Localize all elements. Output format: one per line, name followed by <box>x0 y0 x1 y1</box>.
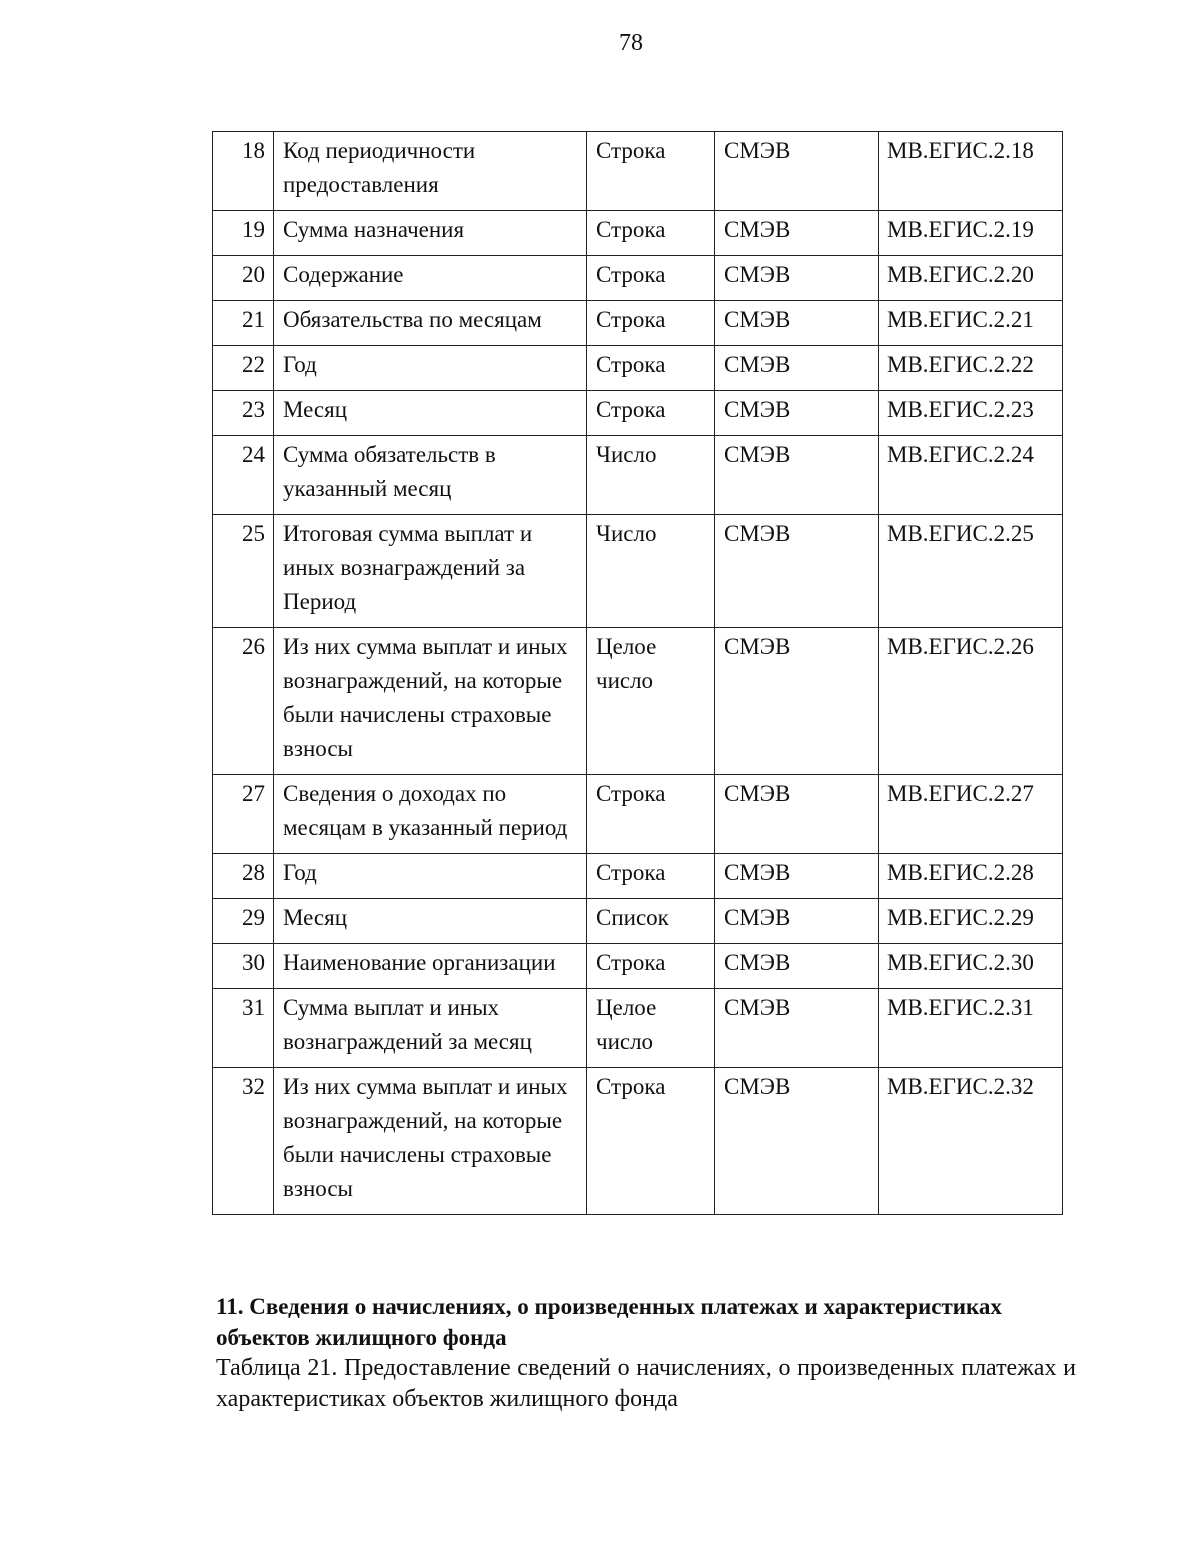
cell-source: СМЭВ <box>715 1068 879 1215</box>
cell-number: 18 <box>213 132 274 211</box>
cell-code: МВ.ЕГИС.2.22 <box>879 346 1063 391</box>
cell-code: МВ.ЕГИС.2.21 <box>879 301 1063 346</box>
cell-source: СМЭВ <box>715 628 879 775</box>
cell-number: 28 <box>213 854 274 899</box>
table-row <box>213 899 1063 944</box>
cell-name: Содержание <box>274 256 587 301</box>
cell-source: СМЭВ <box>715 346 879 391</box>
cell-source: СМЭВ <box>715 436 879 515</box>
cell-code: МВ.ЕГИС.2.31 <box>879 989 1063 1068</box>
cell-type: Список <box>587 899 715 944</box>
cell-number: 23 <box>213 391 274 436</box>
cell-type: Строка <box>587 211 715 256</box>
table-row <box>213 944 1063 989</box>
cell-type: Целое число <box>587 989 715 1068</box>
cell-code: МВ.ЕГИС.2.32 <box>879 1068 1063 1215</box>
cell-source: СМЭВ <box>715 256 879 301</box>
cell-code: МВ.ЕГИС.2.24 <box>879 436 1063 515</box>
cell-name: Код периодичности предоставления <box>274 132 587 211</box>
cell-source: СМЭВ <box>715 944 879 989</box>
cell-name: Из них сумма выплат и иных вознаграждений, на которые были начислены страховые взносы <box>274 628 587 775</box>
cell-source: СМЭВ <box>715 989 879 1068</box>
table-row <box>213 256 1063 301</box>
cell-type: Строка <box>587 346 715 391</box>
cell-number: 32 <box>213 1068 274 1215</box>
table-body <box>213 132 1063 1215</box>
cell-name: Год <box>274 854 587 899</box>
section-title: 11. Сведения о начислениях, о произведенных платежах и характеристиках объектов жилищного фонда <box>216 1294 1002 1350</box>
table-row <box>213 436 1063 515</box>
cell-name: Сумма выплат и иных вознаграждений за месяц <box>274 989 587 1068</box>
cell-code: МВ.ЕГИС.2.27 <box>879 775 1063 854</box>
cell-name: Наименование организации <box>274 944 587 989</box>
cell-code: МВ.ЕГИС.2.23 <box>879 391 1063 436</box>
cell-type: Строка <box>587 1068 715 1215</box>
cell-code: МВ.ЕГИС.2.26 <box>879 628 1063 775</box>
cell-code: МВ.ЕГИС.2.25 <box>879 515 1063 628</box>
data-table <box>212 131 1063 1215</box>
cell-number: 26 <box>213 628 274 775</box>
cell-type: Целое число <box>587 628 715 775</box>
cell-type: Число <box>587 515 715 628</box>
cell-number: 25 <box>213 515 274 628</box>
cell-code: МВ.ЕГИС.2.29 <box>879 899 1063 944</box>
table-row <box>213 628 1063 775</box>
page-number: 78 <box>619 30 643 56</box>
cell-source: СМЭВ <box>715 899 879 944</box>
cell-type: Число <box>587 436 715 515</box>
cell-name: Обязательства по месяцам <box>274 301 587 346</box>
cell-source: СМЭВ <box>715 391 879 436</box>
table-caption: Таблица 21. Предоставление сведений о начислениях, о произведенных платежах и характеристиках объектов жилищного фонда <box>216 1355 1076 1412</box>
cell-number: 29 <box>213 899 274 944</box>
cell-type: Строка <box>587 301 715 346</box>
cell-source: СМЭВ <box>715 775 879 854</box>
table-row <box>213 515 1063 628</box>
cell-number: 21 <box>213 301 274 346</box>
cell-type: Строка <box>587 775 715 854</box>
cell-type: Строка <box>587 944 715 989</box>
cell-code: МВ.ЕГИС.2.19 <box>879 211 1063 256</box>
cell-code: МВ.ЕГИС.2.28 <box>879 854 1063 899</box>
cell-source: СМЭВ <box>715 211 879 256</box>
table-row <box>213 1068 1063 1215</box>
cell-number: 31 <box>213 989 274 1068</box>
table-row <box>213 989 1063 1068</box>
cell-name: Итоговая сумма выплат и иных вознаграждений за Период <box>274 515 587 628</box>
cell-type: Строка <box>587 132 715 211</box>
cell-number: 19 <box>213 211 274 256</box>
table-row <box>213 346 1063 391</box>
table-row <box>213 301 1063 346</box>
cell-source: СМЭВ <box>715 854 879 899</box>
cell-code: МВ.ЕГИС.2.30 <box>879 944 1063 989</box>
cell-number: 24 <box>213 436 274 515</box>
cell-name: Сумма назначения <box>274 211 587 256</box>
cell-name: Год <box>274 346 587 391</box>
cell-type: Строка <box>587 391 715 436</box>
section-block <box>216 1291 1076 1415</box>
cell-number: 20 <box>213 256 274 301</box>
cell-type: Строка <box>587 854 715 899</box>
cell-number: 30 <box>213 944 274 989</box>
cell-number: 27 <box>213 775 274 854</box>
cell-name: Из них сумма выплат и иных вознаграждений, на которые были начислены страховые взносы <box>274 1068 587 1215</box>
cell-number: 22 <box>213 346 274 391</box>
cell-code: МВ.ЕГИС.2.20 <box>879 256 1063 301</box>
cell-name: Сведения о доходах по месяцам в указанный период <box>274 775 587 854</box>
table-row <box>213 211 1063 256</box>
cell-name: Сумма обязательств в указанный месяц <box>274 436 587 515</box>
cell-code: МВ.ЕГИС.2.18 <box>879 132 1063 211</box>
table-row <box>213 775 1063 854</box>
cell-source: СМЭВ <box>715 301 879 346</box>
cell-type: Строка <box>587 256 715 301</box>
table-row <box>213 854 1063 899</box>
table-row <box>213 132 1063 211</box>
cell-source: СМЭВ <box>715 132 879 211</box>
table-row <box>213 391 1063 436</box>
cell-source: СМЭВ <box>715 515 879 628</box>
cell-name: Месяц <box>274 391 587 436</box>
cell-name: Месяц <box>274 899 587 944</box>
